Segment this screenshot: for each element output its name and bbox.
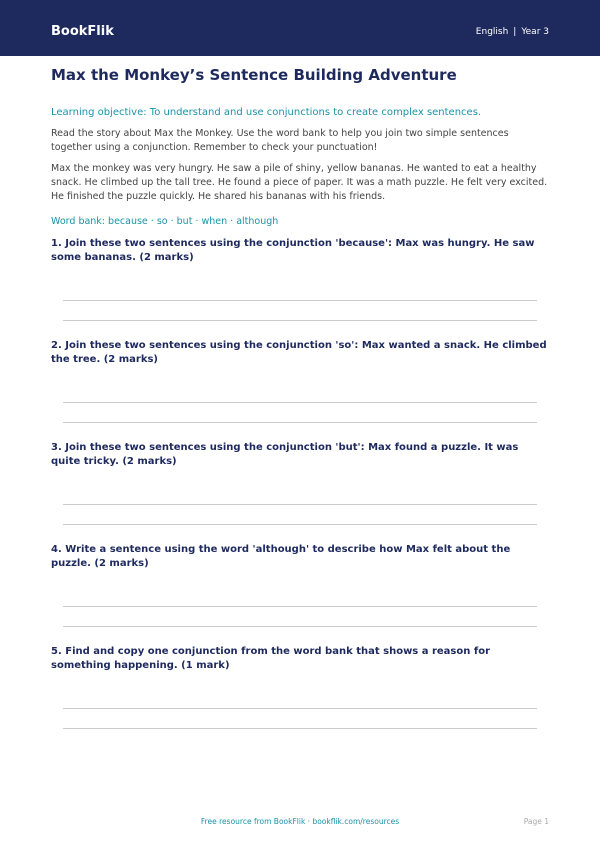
footer-credit: Free resource from BookFlik · bookflik.com/resources: [200, 817, 400, 826]
answer-line[interactable]: [63, 300, 537, 301]
question-2: [51, 339, 549, 367]
page-number: Page 1: [523, 817, 549, 826]
year-label: Year 3: [521, 27, 549, 37]
learning-objective: Learning objective: To understand and use conjunctions to create complex sentences.: [51, 107, 482, 118]
answer-line[interactable]: [63, 606, 537, 607]
word-bank: Word bank: because · so · but · when · although: [51, 216, 279, 227]
instructions-text: Read the story about Max the Monkey. Use the word bank to help you join two simple sentences together using a conjunction. Remember to check your punctuation!: [51, 128, 509, 153]
answer-line[interactable]: [63, 626, 537, 627]
answer-line[interactable]: [63, 728, 537, 729]
question-text: 5. Find and copy one conjunction from the word bank that shows a reason for something happening. (1 mark): [51, 646, 491, 671]
header-bar: [0, 0, 600, 56]
answer-line[interactable]: [63, 422, 537, 423]
question-text: 4. Write a sentence using the word 'although' to describe how Max felt about the puzzle. (2 marks): [51, 544, 511, 569]
header-meta: [476, 26, 549, 38]
answer-line[interactable]: [63, 708, 537, 709]
question-text: 1. Join these two sentences using the conjunction 'because': Max was hungry. He saw some bananas. (2 marks): [51, 238, 535, 263]
answer-line[interactable]: [63, 320, 537, 321]
page-title: Max the Monkey’s Sentence Building Adventure: [51, 66, 457, 84]
page-footer: [0, 816, 600, 828]
question-5: [51, 645, 549, 673]
question-text: 2. Join these two sentences using the conjunction 'so': Max wanted a snack. He climbed the tree. (2 marks): [51, 340, 547, 365]
meta-separator: |: [513, 27, 517, 37]
subject-label: English: [475, 27, 509, 37]
brand-logo: BookFlik: [51, 24, 114, 39]
answer-line[interactable]: [63, 524, 537, 525]
question-4: [51, 543, 549, 571]
answer-line[interactable]: [63, 504, 537, 505]
answer-line[interactable]: [63, 402, 537, 403]
worksheet-intro: [51, 66, 549, 228]
story-text: Max the monkey was very hungry. He saw a pile of shiny, yellow bananas. He wanted to eat a healthy snack. He climbed up the tall tree. He found a piece of paper. It was a math puzzle. He felt very excited. He finished the puzzle quickly. He shared his bananas with his friends.: [51, 163, 548, 202]
question-text: 3. Join these two sentences using the conjunction 'but': Max found a puzzle. It was quite tricky. (2 marks): [51, 442, 519, 467]
question-1: [51, 237, 549, 265]
question-3: [51, 441, 549, 469]
